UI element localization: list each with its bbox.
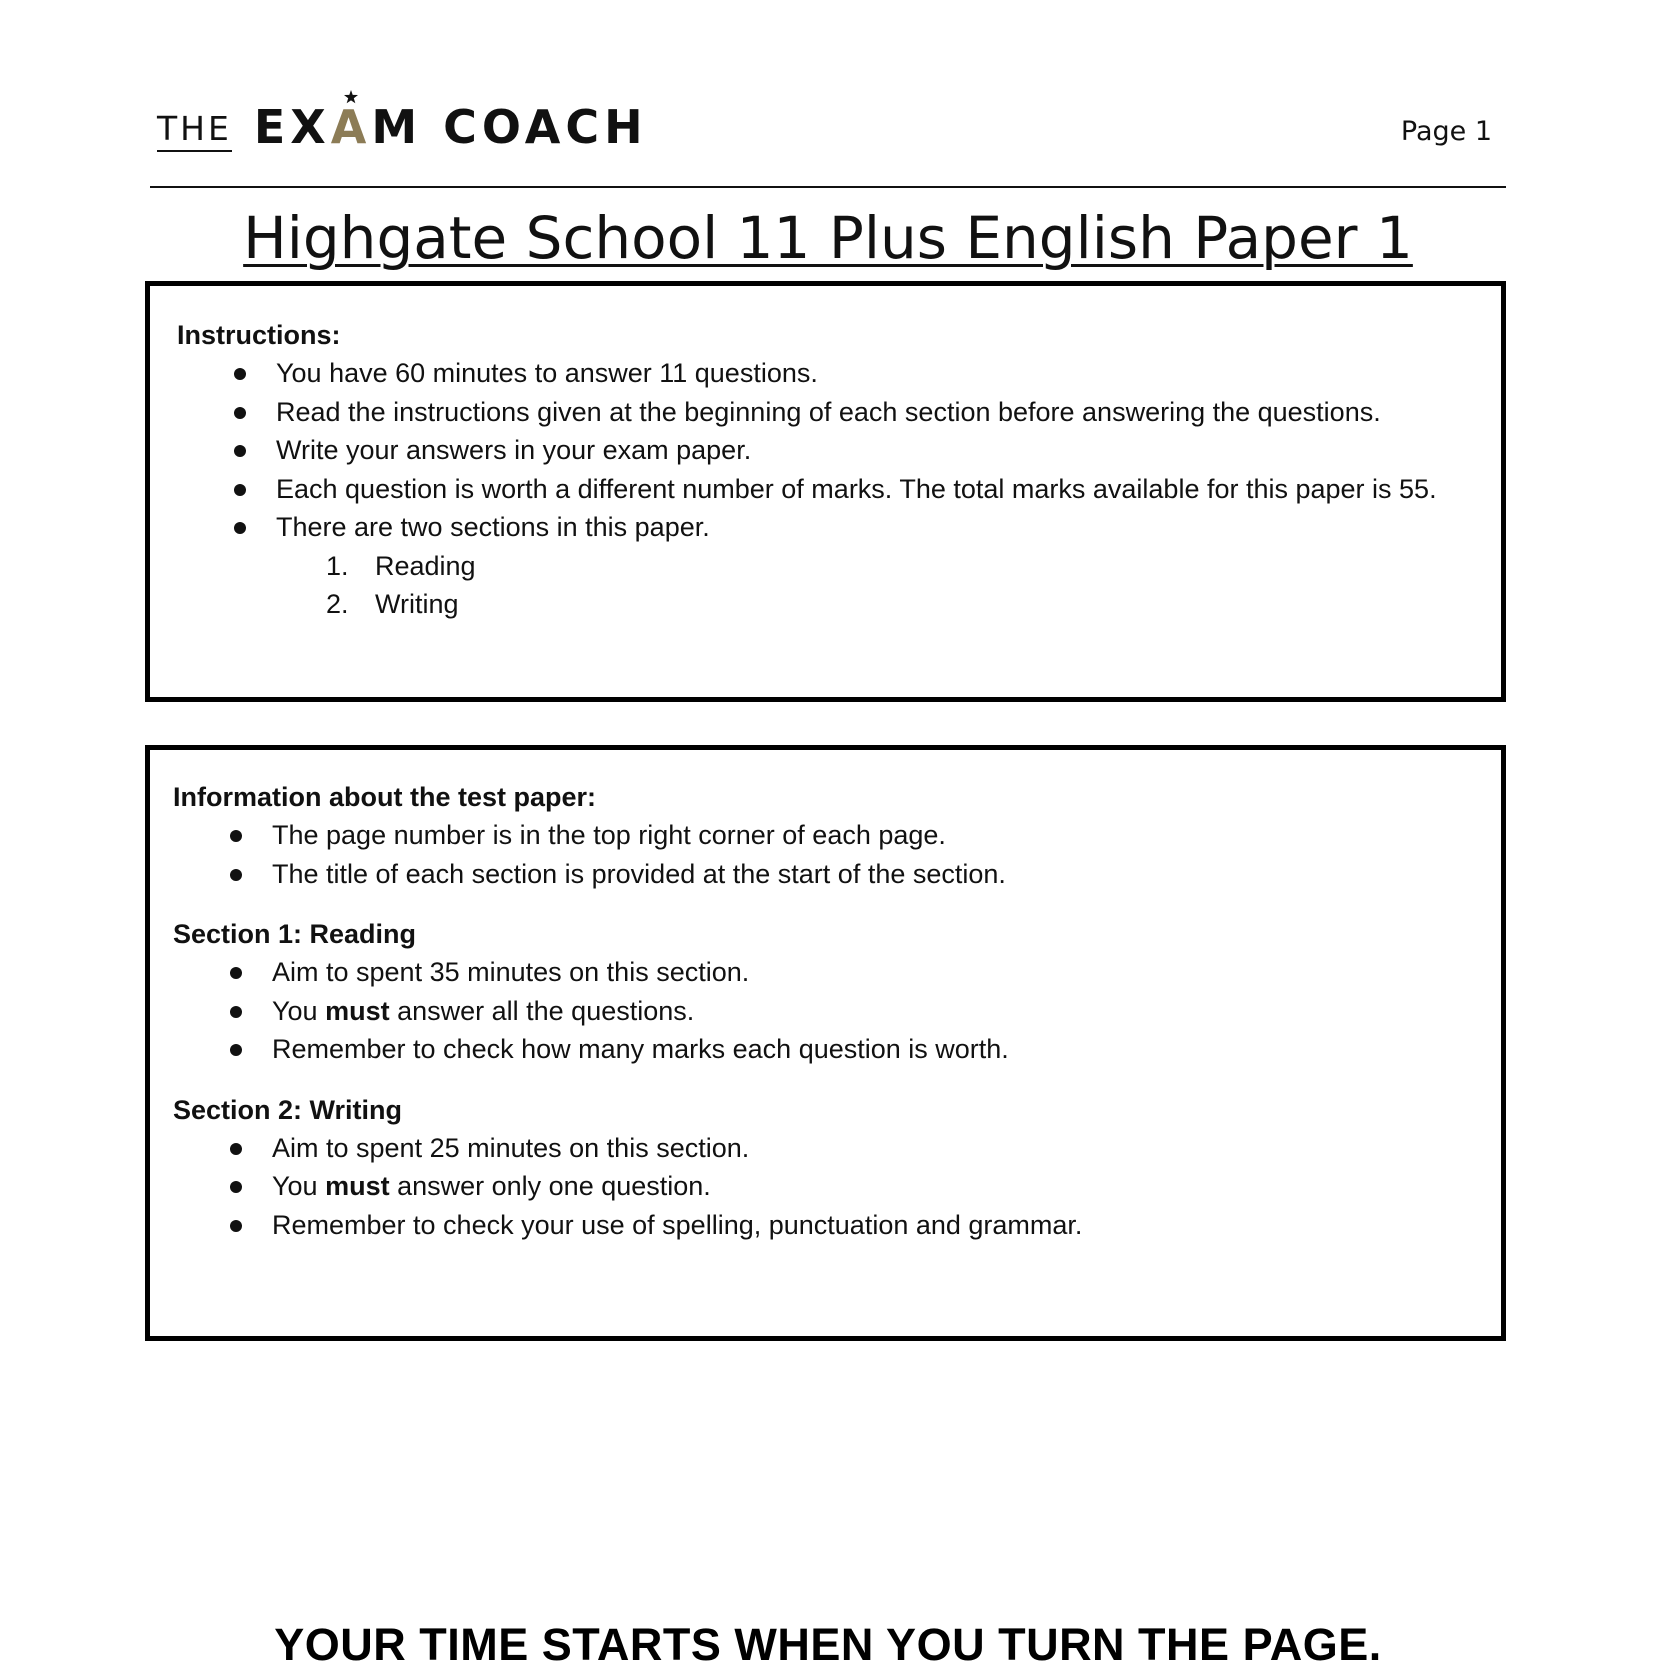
section-2-heading: Section 2: Writing <box>173 1094 403 1125</box>
exam-coach-logo <box>157 100 648 152</box>
bullet-icon <box>230 1143 242 1155</box>
section-1-list <box>173 953 1477 1069</box>
information-content <box>173 778 1477 1244</box>
section-2-list <box>173 1129 1477 1245</box>
instructions-heading: Instructions: <box>177 320 341 350</box>
header-divider <box>150 186 1506 188</box>
numbered-item-text: Reading <box>375 550 476 581</box>
section-1-heading: Section 1: Reading <box>173 919 417 949</box>
list-item <box>177 508 1477 547</box>
spacer <box>173 1069 1477 1091</box>
information-heading: Information about the test paper: <box>173 782 597 812</box>
bullet-icon <box>234 445 246 457</box>
list-item <box>177 470 1477 509</box>
emphasis-text: must <box>325 1171 390 1201</box>
list-item <box>177 431 1477 470</box>
list-item-text: You have 60 minutes to answer 11 questions. <box>276 358 818 388</box>
bullet-icon <box>234 407 246 419</box>
list-item <box>173 816 1477 855</box>
bullet-icon <box>230 830 242 842</box>
spacer <box>173 893 1477 915</box>
list-item <box>173 992 1477 1031</box>
list-item-text: Each question is worth a different number of marks. The total marks available for this paper is 55. <box>276 473 1437 504</box>
page-title: Highgate School 11 Plus English Paper 1 <box>243 204 1413 272</box>
bullet-icon <box>230 869 242 881</box>
list-item <box>173 855 1477 894</box>
information-box <box>145 745 1506 1341</box>
list-item-text: The title of each section is provided at the start of the section. <box>272 858 1006 889</box>
star-icon <box>344 90 358 104</box>
bullet-icon <box>230 1006 242 1018</box>
list-item-text: There are two sections in this paper. <box>276 512 710 542</box>
bullet-icon <box>230 1181 242 1193</box>
logo-wordmark <box>254 102 648 152</box>
list-item <box>177 354 1477 393</box>
instructions-box <box>145 281 1506 702</box>
logo-a-text: A <box>330 100 372 154</box>
numbered-item <box>177 585 1477 624</box>
list-item-text-pre: You <box>272 995 326 1026</box>
bullet-icon <box>230 967 242 979</box>
list-item-text: Read the instructions given at the beginning of each section before answering the questions. <box>276 396 1381 427</box>
emphasis-text: must <box>325 995 390 1026</box>
list-item-text-post: answer only one question. <box>389 1171 711 1201</box>
list-item <box>173 1206 1477 1245</box>
list-item-text: Aim to spent 35 minutes on this section. <box>272 957 750 987</box>
instructions-content <box>177 316 1477 624</box>
logo-a-letter <box>331 102 372 152</box>
list-item <box>173 1030 1477 1069</box>
list-item-text: Aim to spent 25 minutes on this section. <box>272 1132 750 1163</box>
page-number: Page 1 <box>1400 116 1492 147</box>
numbered-item-text: Writing <box>375 589 459 619</box>
numbered-item <box>177 547 1477 586</box>
bullet-icon <box>234 522 246 534</box>
information-list <box>173 816 1477 893</box>
item-number: 1. <box>326 550 349 581</box>
logo-the-text: THE <box>157 110 232 152</box>
sections-numbered-list <box>177 547 1477 624</box>
instructions-list <box>177 354 1477 547</box>
bullet-icon <box>234 368 246 380</box>
bullet-icon <box>230 1044 242 1056</box>
time-start-notice: YOUR TIME STARTS WHEN YOU TURN THE PAGE. <box>274 1619 1382 1670</box>
logo-m-coach-text: M COACH <box>371 100 648 154</box>
item-number: 2. <box>326 589 349 619</box>
list-item <box>173 1129 1477 1168</box>
list-item <box>173 953 1477 992</box>
list-item-text-pre: You <box>272 1171 326 1201</box>
list-item-text: Remember to check how many marks each question is worth. <box>272 1034 1009 1064</box>
list-item-text: Write your answers in your exam paper. <box>276 435 752 465</box>
list-item-text: The page number is in the top right corner of each page. <box>272 820 946 850</box>
list-item <box>177 393 1477 432</box>
bullet-icon <box>230 1220 242 1232</box>
logo-ex-text: EX <box>253 100 331 154</box>
list-item-text: Remember to check your use of spelling, punctuation and grammar. <box>272 1209 1083 1240</box>
list-item <box>173 1167 1477 1206</box>
list-item-text-post: answer all the questions. <box>389 995 695 1026</box>
bullet-icon <box>234 484 246 496</box>
